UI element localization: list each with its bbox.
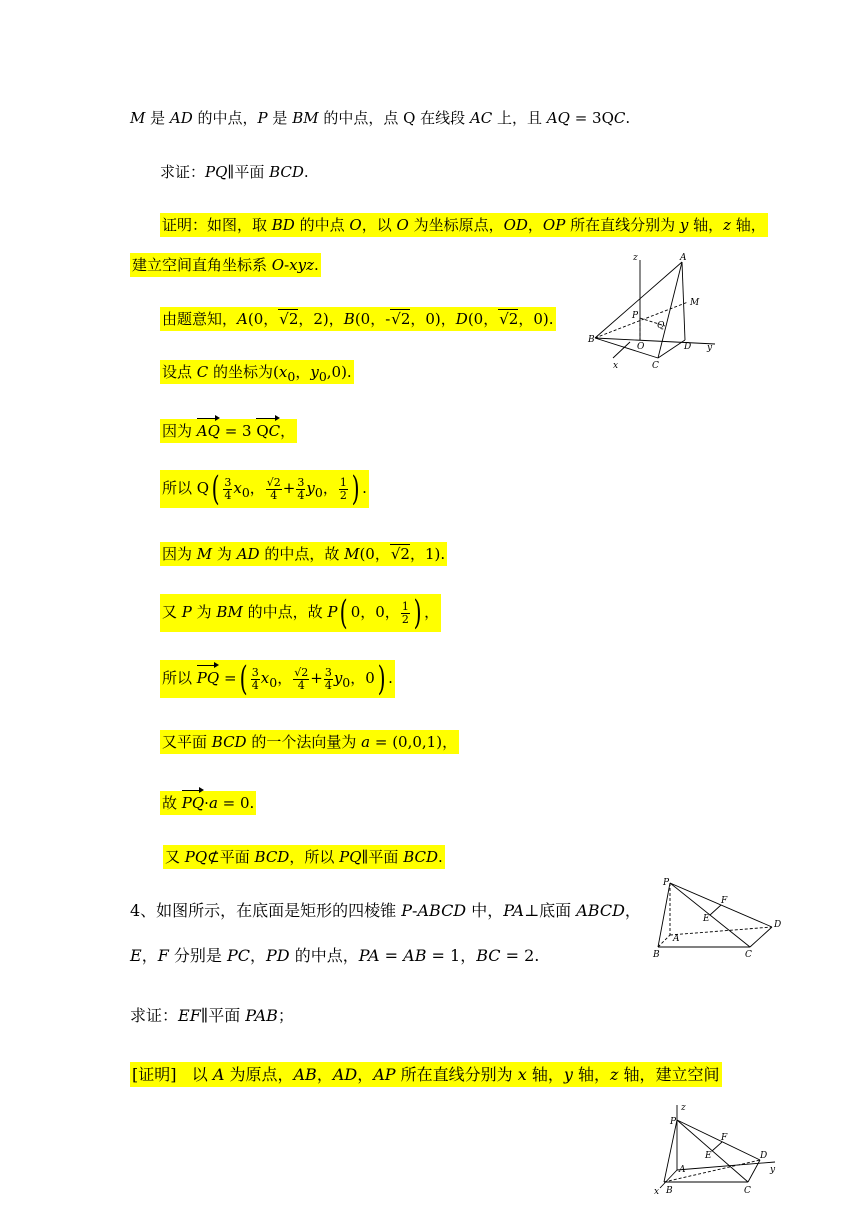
proof-line-2: 建立空间直角坐标系 O-xyz.	[130, 254, 321, 276]
fig3-label-e: E	[705, 1151, 712, 1161]
fig2-label-b: B	[653, 950, 660, 960]
problem-statement-line: M 是 AD 的中点，P 是 BM 的中点，点 Q 在线段 AC 上，且 AQ = 3QC.	[130, 109, 631, 127]
figure-pyramid-axes	[650, 1100, 785, 1198]
proof-line-normal: 又平面 BCD 的一个法向量为 a = (0,0,1)，	[160, 731, 459, 753]
fig1-label-b: B	[588, 335, 595, 345]
fig1-label-c: C	[652, 361, 659, 371]
fig2-label-f: F	[721, 896, 728, 906]
proof-line-pq: 所以 PQ =( $\frac{3}{4}$ $x_0$， $\frac{√2}{4}$ + $\frac{3}{4}$ $y_0$，0) .	[162, 659, 393, 699]
fig1-label-y: y	[707, 343, 713, 353]
fig2-label-p: P	[663, 878, 670, 888]
fig1-label-z: z	[633, 253, 638, 263]
problem-4-proof-start: [证明] 以 A 为原点，AB，AD，AP 所在直线分别为 x 轴，y 轴，z 轴，建立空间	[130, 1064, 722, 1086]
proof-line-p: 又 P 为 BM 的中点，故 P( 0，0， $\frac{1}{2}$ ) ，	[162, 593, 440, 633]
prove-statement: 求证：PQ∥平面 BCD.	[160, 163, 309, 181]
proof-line-q: 所以 Q( $\frac{3}{4}$ $x_0$， $\frac{√2}{4}$ + $\frac{3}{4}$ $y_0$， $\frac{1}{2}$ ) .	[162, 469, 367, 509]
fig1-label-m: M	[690, 298, 700, 308]
fig1-label-d: D	[684, 342, 692, 352]
fig3-label-f: F	[721, 1133, 728, 1143]
proof-line-dot: 故 PQ·a = 0.	[160, 792, 256, 814]
fig2-label-d: D	[774, 920, 782, 930]
fig1-label-a: A	[680, 253, 687, 263]
fig2-label-c: C	[745, 950, 752, 960]
fig3-label-p: P	[670, 1117, 677, 1127]
fig1-label-p: P	[632, 311, 639, 321]
fig3-label-b: B	[666, 1186, 673, 1196]
problem-4-line-1: 4、如图所示，在底面是矩形的四棱锥 P-ABCD 中，PA⊥底面 ABCD，	[130, 901, 641, 920]
fig3-label-y: y	[770, 1165, 776, 1175]
fig2-label-a: A	[673, 934, 680, 944]
fig3-label-x: x	[654, 1187, 660, 1197]
figure-tetrahedron	[585, 250, 725, 375]
fig3-label-c: C	[744, 1186, 751, 1196]
fig2-label-e: E	[703, 914, 710, 924]
fig3-label-d: D	[760, 1151, 768, 1161]
figure-pyramid	[650, 875, 785, 965]
fig1-label-o: O	[637, 342, 645, 352]
fig1-label-q: Q	[657, 321, 665, 331]
proof-line-vector-eq: 因为 AQ = 3 QC，	[160, 420, 297, 442]
problem-4-prove: 求证：EF∥平面 PAB；	[130, 1006, 294, 1025]
proof-line-conclusion: 又 PQ⊄平面 BCD，所以 PQ∥平面 BCD.	[163, 846, 445, 868]
problem-4-line-2: E，F 分别是 PC，PD 的中点，PA = AB = 1，BC = 2.	[130, 946, 540, 965]
proof-line-c: 设点 C 的坐标为($x_0$，$y_0,0$).	[160, 361, 354, 388]
fig3-label-z: z	[681, 1103, 686, 1113]
proof-line-coords: 由题意知，A(0，√2，2)，B(0，-√2，0)，D(0，√2，0).	[160, 308, 556, 330]
fig1-label-x: x	[613, 361, 619, 371]
proof-line-m: 因为 M 为 AD 的中点，故 M(0，√2，1).	[160, 543, 447, 565]
fig3-label-a: A	[679, 1165, 686, 1175]
proof-line-1: 证明：如图，取 BD 的中点 O，以 O 为坐标原点，OD，OP 所在直线分别为 y 轴，z 轴，	[160, 214, 768, 236]
